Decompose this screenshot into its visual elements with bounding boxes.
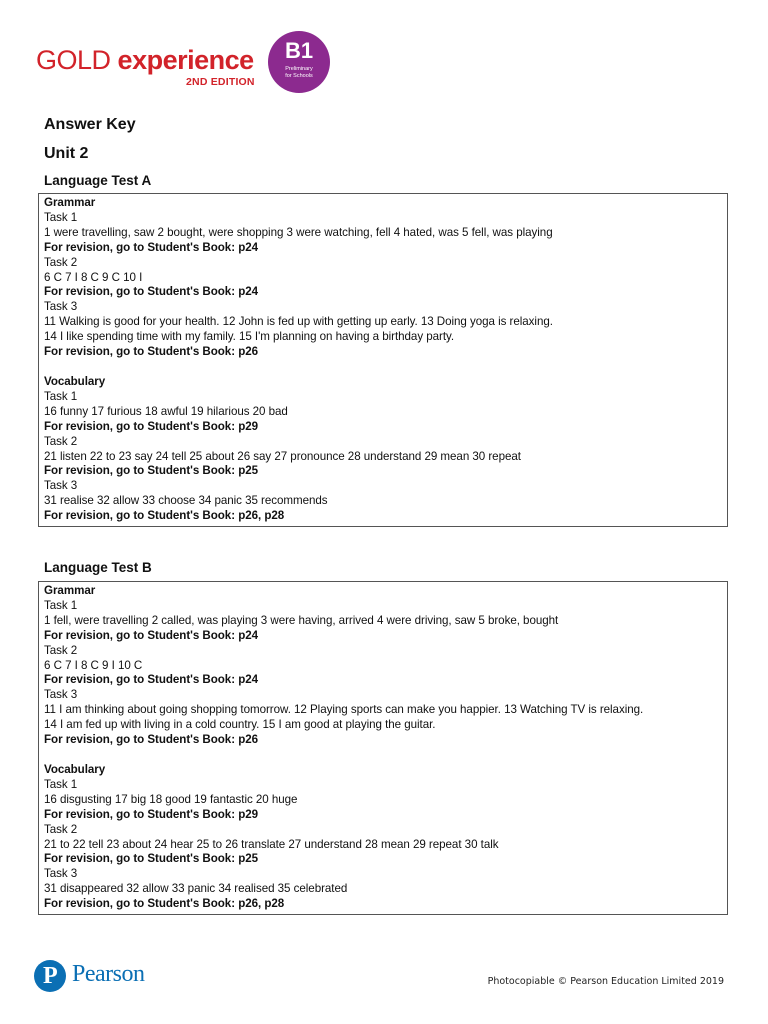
answer-heading-line: Vocabulary	[44, 762, 106, 776]
answer-heading-line: For revision, go to Student's Book: p25	[44, 464, 259, 478]
level-subtitle-line-2: for Schools	[285, 73, 313, 79]
answer-line: 21 listen 22 to 23 say 24 tell 25 about 26 say 27 pronounce 28 understand 29 mean 30 repeat	[44, 449, 521, 463]
edition-label: 2ND EDITION	[186, 76, 255, 88]
answer-line: 1 were travelling, saw 2 bought, were shopping 3 were watching, fell 4 hated, was 5 fell, was playing	[44, 225, 553, 239]
answer-heading-line: For revision, go to Student's Book: p24	[44, 240, 259, 254]
copyright-notice: Photocopiable © Pearson Education Limited 2019	[487, 976, 724, 987]
answer-line: Task 2	[44, 643, 78, 657]
level-subtitle	[268, 66, 330, 80]
answer-heading-line: For revision, go to Student's Book: p26, p28	[44, 897, 285, 911]
pearson-wordmark: Pearson	[72, 961, 145, 987]
answer-heading-line: Vocabulary	[44, 374, 106, 388]
answer-line: Task 1	[44, 210, 78, 224]
answer-heading-line: For revision, go to Student's Book: p26	[44, 345, 259, 359]
pearson-logo	[34, 958, 174, 998]
answer-line: 14 I like spending time with my family. 15 I'm planning on having a birthday party.	[44, 330, 455, 344]
answer-line: Task 2	[44, 434, 78, 448]
pearson-p-icon: P	[34, 960, 66, 992]
answer-line: Task 3	[44, 300, 78, 314]
answer-line: 16 disgusting 17 big 18 good 19 fantastic 20 huge	[44, 792, 298, 806]
answer-line: 31 realise 32 allow 33 choose 34 panic 35 recommends	[44, 494, 328, 508]
answer-line: 11 Walking is good for your health. 12 John is fed up with getting up early. 13 Doing yoga is relaxing.	[44, 315, 553, 329]
answer-line: Task 3	[44, 867, 78, 881]
answer-line: Task 1	[44, 389, 78, 403]
answer-line: Task 2	[44, 255, 78, 269]
section-gap	[44, 748, 722, 763]
answer-line: 21 to 22 tell 23 about 24 hear 25 to 26 translate 27 understand 28 mean 29 repeat 30 talk	[44, 837, 499, 851]
section-gap	[44, 360, 722, 375]
brand-wordmark	[36, 45, 254, 76]
answer-line: Task 3	[44, 479, 78, 493]
answer-line: 11 I am thinking about going shopping tomorrow. 12 Playing sports can make you happier. 13 Watching TV is relaxing.	[44, 703, 644, 717]
answer-line: 16 funny 17 furious 18 awful 19 hilarious 20 bad	[44, 404, 288, 418]
level-subtitle-line-1: Preliminary	[285, 66, 313, 72]
answer-line: 31 disappeared 32 allow 33 panic 34 realised 35 celebrated	[44, 882, 348, 896]
answer-heading-line: Grammar	[44, 196, 96, 209]
answer-heading-line: For revision, go to Student's Book: p26, p28	[44, 509, 285, 523]
answer-line: Task 1	[44, 777, 78, 791]
answer-line: 14 I am fed up with living in a cold country. 15 I am good at playing the guitar.	[44, 718, 436, 732]
answer-line: 6 C 7 I 8 C 9 I 10 C	[44, 658, 143, 672]
answer-heading-line: For revision, go to Student's Book: p24	[44, 673, 259, 687]
test-a-title: Language Test A	[44, 173, 152, 188]
test-a-answer-box	[38, 193, 728, 527]
answer-line: 6 C 7 I 8 C 9 C 10 I	[44, 270, 143, 284]
unit-title: Unit 2	[44, 145, 89, 162]
brand-experience: experience	[117, 45, 254, 75]
answer-heading-line: For revision, go to Student's Book: p29	[44, 419, 259, 433]
answer-line: 1 fell, were travelling 2 called, was playing 3 were having, arrived 4 were driving, saw 5 broke, bought	[44, 613, 559, 627]
answer-line: Task 1	[44, 598, 78, 612]
level-label: B1	[284, 38, 314, 63]
answer-heading-line: For revision, go to Student's Book: p24	[44, 628, 259, 642]
brand-gold: GOLD	[36, 45, 111, 75]
answer-heading-line: Grammar	[44, 584, 96, 597]
test-b-title: Language Test B	[44, 560, 152, 575]
answer-heading-line: For revision, go to Student's Book: p24	[44, 285, 259, 299]
answer-heading-line: For revision, go to Student's Book: p26	[44, 733, 259, 747]
answer-heading-line: For revision, go to Student's Book: p25	[44, 852, 259, 866]
level-badge	[268, 31, 330, 93]
answer-heading-line: For revision, go to Student's Book: p29	[44, 807, 259, 821]
answer-line: Task 2	[44, 822, 78, 836]
test-b-answer-box	[38, 581, 728, 915]
answer-line: Task 3	[44, 688, 78, 702]
page-title: Answer Key	[44, 116, 136, 133]
